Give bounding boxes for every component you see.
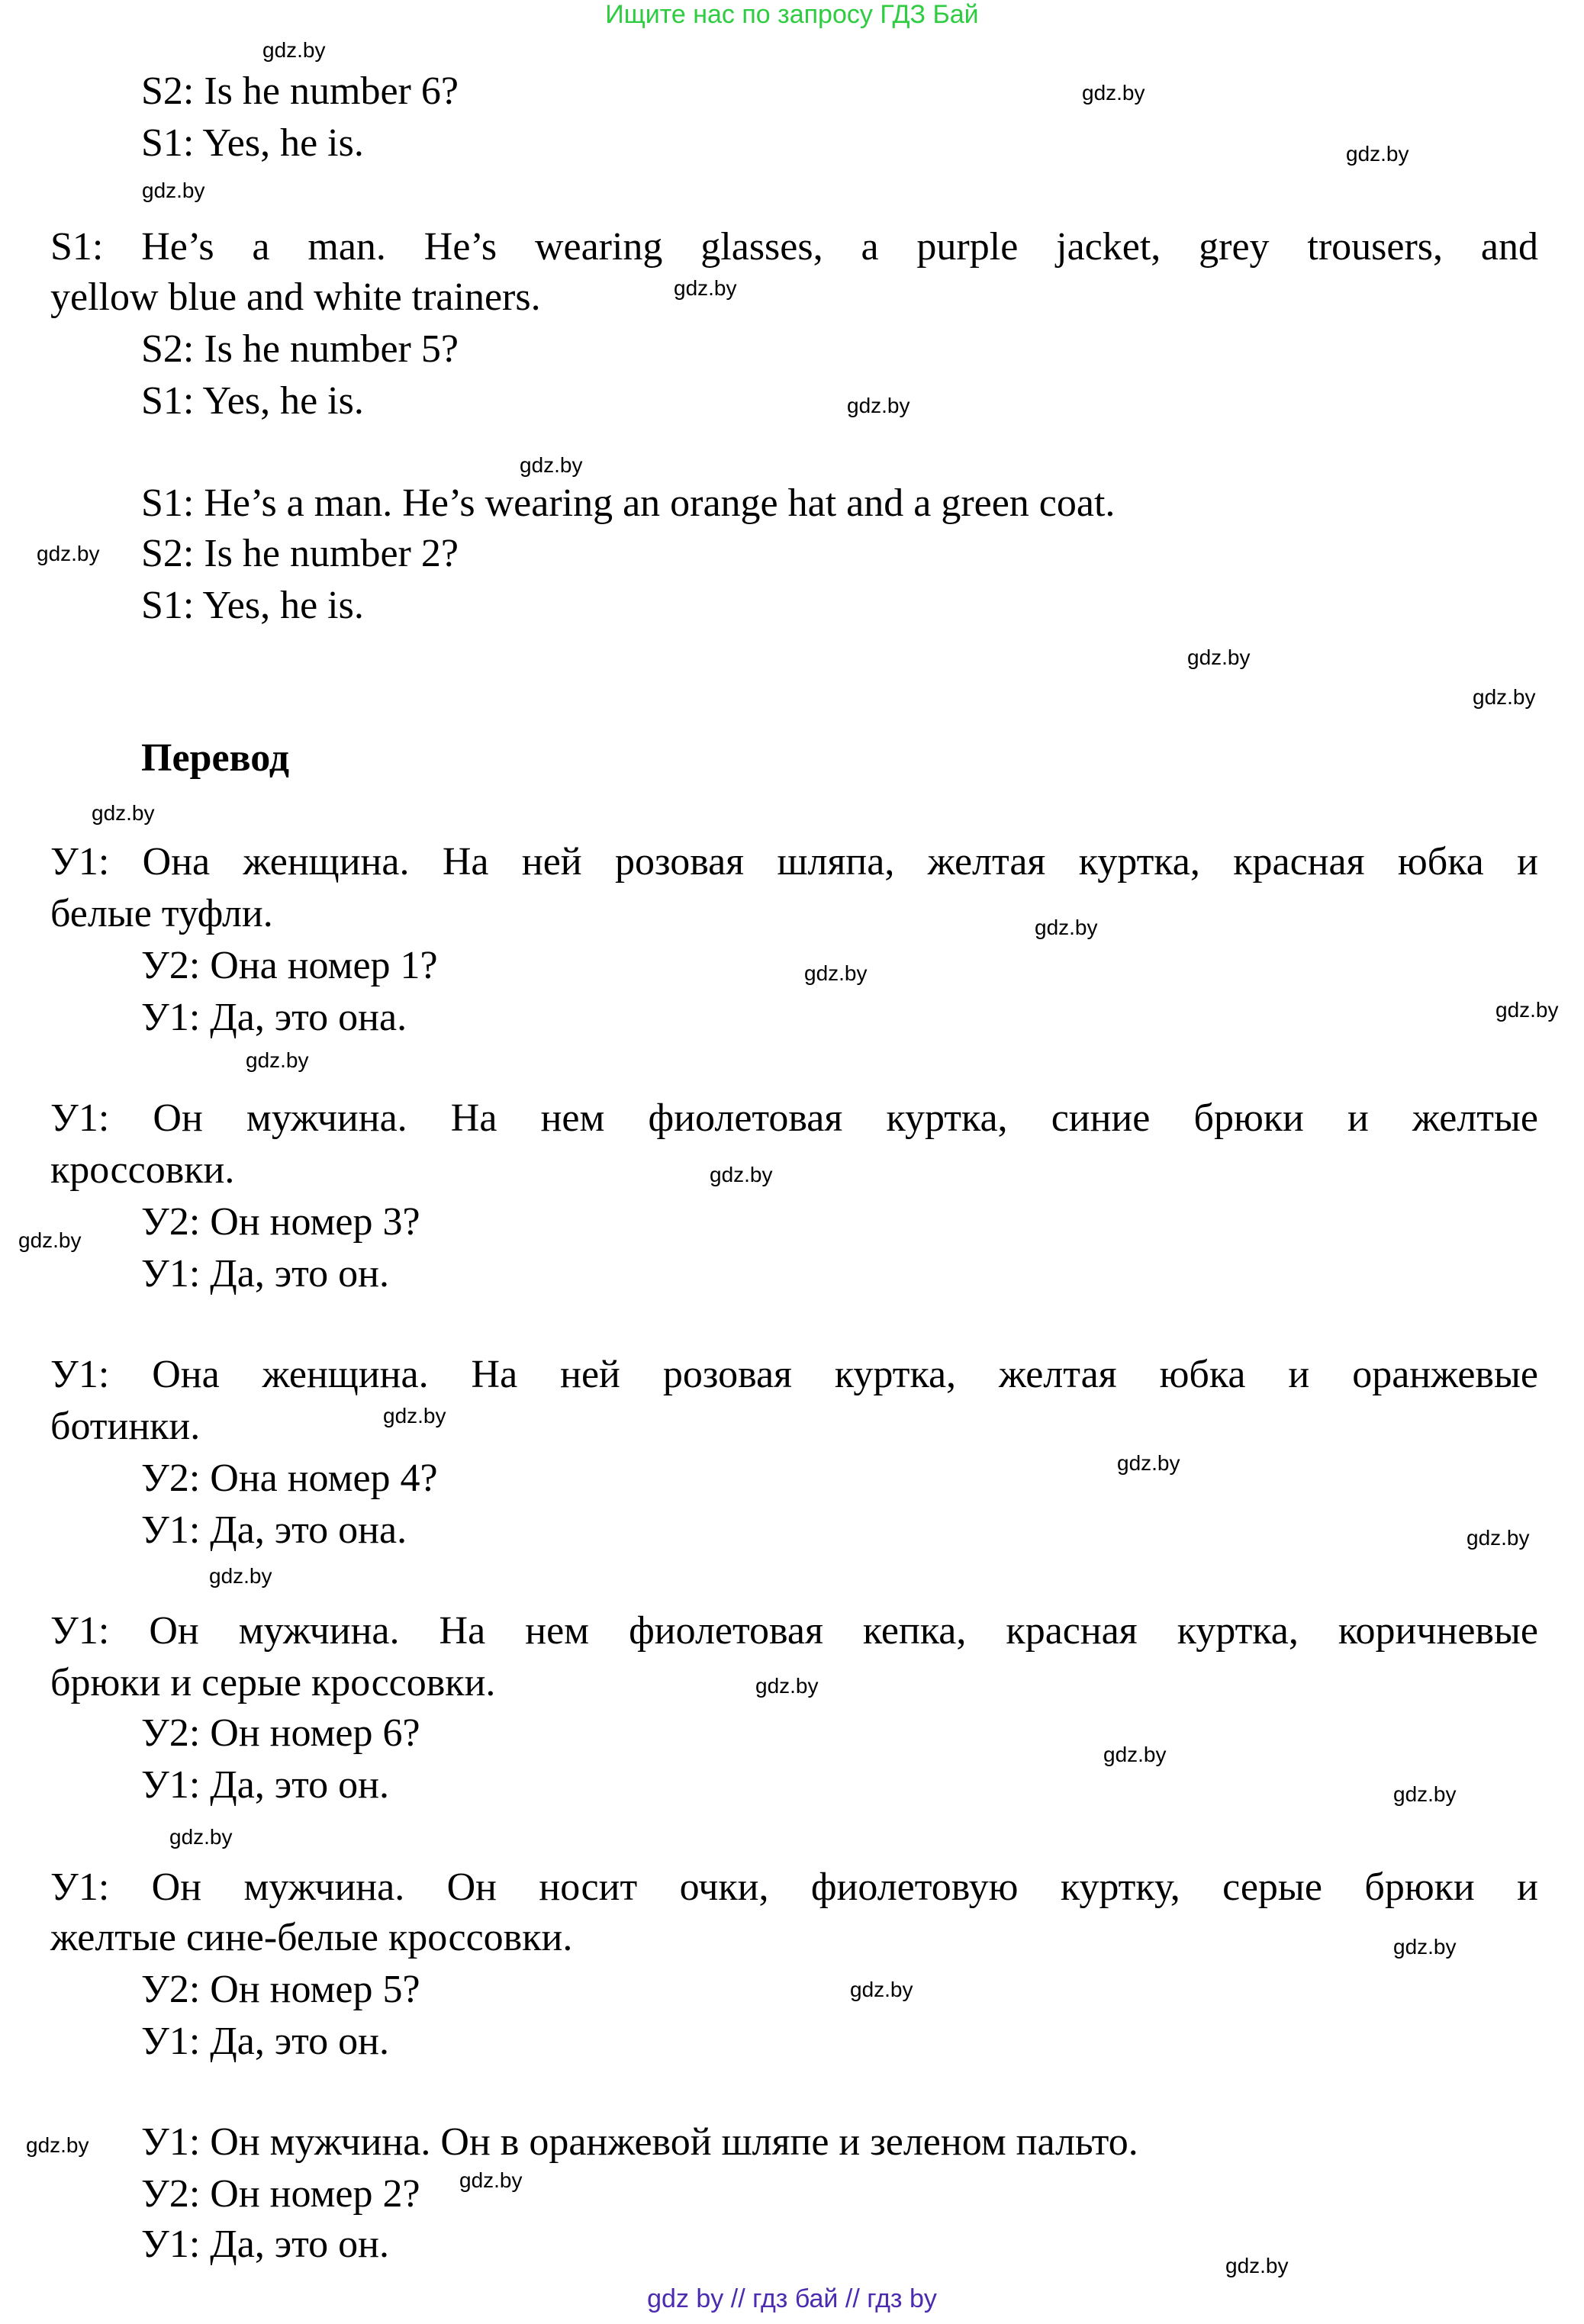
watermark: gdz.by: [674, 276, 737, 300]
watermark: gdz.by: [37, 542, 100, 565]
translation-line: У2: Она номер 1?: [141, 944, 438, 987]
watermark: gdz.by: [18, 1228, 82, 1252]
watermark: gdz.by: [383, 1404, 446, 1428]
watermark: gdz.by: [1035, 916, 1098, 939]
translation-heading: Перевод: [141, 736, 290, 780]
watermark: gdz.by: [459, 2168, 523, 2192]
watermark: gdz.by: [1473, 685, 1536, 709]
dialogue-line: S1: Yes, he is.: [141, 584, 364, 627]
dialogue-line: S2: Is he number 2?: [141, 532, 459, 575]
watermark: gdz.by: [804, 961, 868, 985]
dialogue-line: S1: He’s a man. He’s wearing glasses, a purple jacket, grey trousers, and: [50, 225, 1538, 269]
translation-line: У2: Она номер 4?: [141, 1457, 438, 1500]
dialogue-line: S1: Yes, he is.: [141, 379, 364, 423]
translation-line: У1: Да, это он.: [141, 1763, 389, 1807]
translation-line: У1: Да, это он.: [141, 2020, 389, 2063]
dialogue-line: yellow blue and white trainers.: [50, 275, 541, 319]
translation-line: У1: Он мужчина. На нем фиолетовая куртка, синие брюки и желтые: [50, 1096, 1538, 1140]
watermark: gdz.by: [1466, 1526, 1530, 1550]
translation-line: кроссовки.: [50, 1148, 235, 1192]
translation-line: У2: Он номер 3?: [141, 1200, 420, 1244]
site-notice: Ищите нас по запросу ГДЗ Бай: [605, 0, 979, 29]
translation-line: У1: Он мужчина. На нем фиолетовая кепка, красная куртка, коричневые: [50, 1609, 1538, 1653]
watermark: gdz.by: [1225, 2254, 1289, 2277]
translation-line: брюки и серые кроссовки.: [50, 1661, 496, 1704]
watermark: gdz.by: [1393, 1935, 1457, 1959]
watermark: gdz.by: [262, 38, 326, 62]
watermark: gdz.by: [169, 1825, 233, 1849]
dialogue-line: S2: Is he number 5?: [141, 327, 459, 371]
watermark: gdz.by: [142, 179, 205, 202]
dialogue-line: S1: Yes, he is.: [141, 121, 364, 165]
dialogue-line: S1: He’s a man. He’s wearing an orange hat and a green coat.: [141, 481, 1116, 525]
watermark: gdz.by: [1103, 1743, 1167, 1766]
footer-links[interactable]: gdz by // гдз бай // гдз by: [647, 2284, 937, 2313]
watermark: gdz.by: [850, 1978, 913, 2001]
translation-line: У1: Она женщина. На ней розовая шляпа, желтая куртка, красная юбка и: [50, 840, 1538, 884]
watermark: gdz.by: [755, 1674, 819, 1698]
translation-line: У1: Да, это он.: [141, 2223, 389, 2266]
translation-line: У2: Он номер 2?: [141, 2172, 420, 2216]
translation-line: У2: Он номер 5?: [141, 1968, 420, 2011]
watermark: gdz.by: [520, 453, 583, 477]
watermark: gdz.by: [92, 801, 155, 825]
translation-line: У1: Да, это она.: [141, 996, 407, 1039]
translation-line: ботинки.: [50, 1405, 201, 1448]
dialogue-line: S2: Is he number 6?: [141, 69, 459, 113]
watermark: gdz.by: [847, 394, 910, 417]
watermark: gdz.by: [710, 1163, 773, 1186]
translation-line: У1: Он мужчина. Он носит очки, фиолетовую куртку, серые брюки и: [50, 1865, 1538, 1909]
watermark: gdz.by: [209, 1564, 272, 1588]
watermark: gdz.by: [1393, 1782, 1457, 1806]
translation-line: У1: Да, это она.: [141, 1508, 407, 1552]
watermark: gdz.by: [1346, 142, 1409, 166]
translation-line: У1: Он мужчина. Он в оранжевой шляпе и зеленом пальто.: [141, 2120, 1138, 2164]
watermark: gdz.by: [1117, 1451, 1180, 1475]
watermark: gdz.by: [1082, 81, 1145, 105]
watermark: gdz.by: [246, 1048, 309, 1072]
translation-line: желтые сине-белые кроссовки.: [50, 1916, 573, 1959]
watermark: gdz.by: [26, 2133, 89, 2157]
translation-line: У2: Он номер 6?: [141, 1711, 420, 1755]
translation-line: У1: Она женщина. На ней розовая куртка, желтая юбка и оранжевые: [50, 1353, 1538, 1396]
watermark: gdz.by: [1187, 645, 1251, 669]
watermark: gdz.by: [1495, 998, 1559, 1022]
translation-line: белые туфли.: [50, 892, 273, 935]
translation-line: У1: Да, это он.: [141, 1252, 389, 1296]
